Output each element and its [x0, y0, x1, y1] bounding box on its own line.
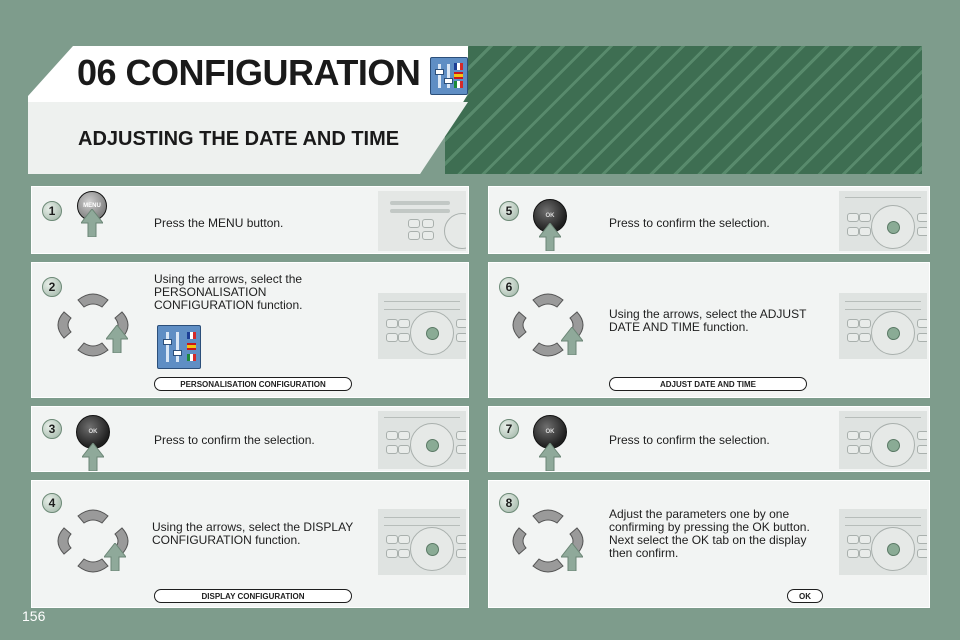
page-number: 156 — [22, 608, 46, 624]
step-number-badge: 8 — [499, 493, 519, 513]
step-number-badge: 1 — [42, 201, 62, 221]
step-instruction: Using the arrows, select the DISPLAY CONFIGURATION function. — [152, 520, 353, 547]
menu-function-label: DISPLAY CONFIGURATION — [154, 589, 352, 603]
menu-function-label: OK — [787, 589, 823, 603]
menu-function-label: PERSONALISATION CONFIGURATION — [154, 377, 352, 391]
radio-front-panel-image — [839, 293, 927, 359]
step-instruction: Using the arrows, select the ADJUST DATE AND TIME function. — [609, 307, 807, 334]
step-panel-6 — [488, 262, 930, 398]
step-instruction: Press to confirm the selection. — [154, 433, 315, 447]
up-pointer-arrow-icon — [106, 325, 128, 353]
step-instruction: Press to confirm the selection. — [609, 433, 770, 447]
menu-button: MENU — [77, 191, 107, 221]
up-pointer-arrow-icon — [561, 327, 583, 355]
header-stripe-band — [445, 46, 922, 174]
step-panel-1 — [31, 186, 469, 254]
ok-button: OK — [533, 199, 567, 233]
radio-front-panel-image — [839, 509, 927, 575]
section-title: ADJUSTING THE DATE AND TIME — [78, 128, 400, 150]
menu-function-label: ADJUST DATE AND TIME — [609, 377, 807, 391]
step-panel-8 — [488, 480, 930, 608]
ok-button: OK — [76, 415, 110, 449]
step-number-badge: 7 — [499, 419, 519, 439]
step-panel-4 — [31, 480, 469, 608]
up-pointer-arrow-icon — [104, 543, 126, 571]
configuration-icon — [157, 325, 201, 369]
radio-front-panel-image — [378, 411, 466, 469]
radio-front-panel-image — [378, 509, 466, 575]
step-number-badge: 5 — [499, 201, 519, 221]
step-instruction: Press the MENU button. — [154, 216, 284, 230]
up-pointer-arrow-icon — [539, 223, 561, 251]
step-number-badge: 2 — [42, 277, 62, 297]
step-number-badge: 3 — [42, 419, 62, 439]
ok-button: OK — [533, 415, 567, 449]
step-instruction: Using the arrows, select the PERSONALISATION CONFIGURATION function. — [154, 272, 303, 312]
step-panel-3 — [31, 406, 469, 472]
step-instruction: Press to confirm the selection. — [609, 216, 770, 230]
radio-front-panel-image — [378, 191, 466, 251]
step-number-badge: 4 — [42, 493, 62, 513]
step-instruction: Adjust the parameters one by one confirming by pressing the OK button. Next select the OK tab on the display then confirm. — [609, 507, 810, 560]
step-number-badge: 6 — [499, 277, 519, 297]
step-panel-7 — [488, 406, 930, 472]
radio-front-panel-image — [378, 293, 466, 359]
up-pointer-arrow-icon — [81, 209, 103, 237]
up-pointer-arrow-icon — [539, 443, 561, 471]
radio-front-panel-image — [839, 191, 927, 251]
radio-front-panel-image — [839, 411, 927, 469]
up-pointer-arrow-icon — [561, 543, 583, 571]
page-title: 06 CONFIGURATION — [77, 52, 421, 93]
step-panel-5 — [488, 186, 930, 254]
configuration-icon — [430, 57, 468, 95]
up-pointer-arrow-icon — [82, 443, 104, 471]
step-panel-2 — [31, 262, 469, 398]
